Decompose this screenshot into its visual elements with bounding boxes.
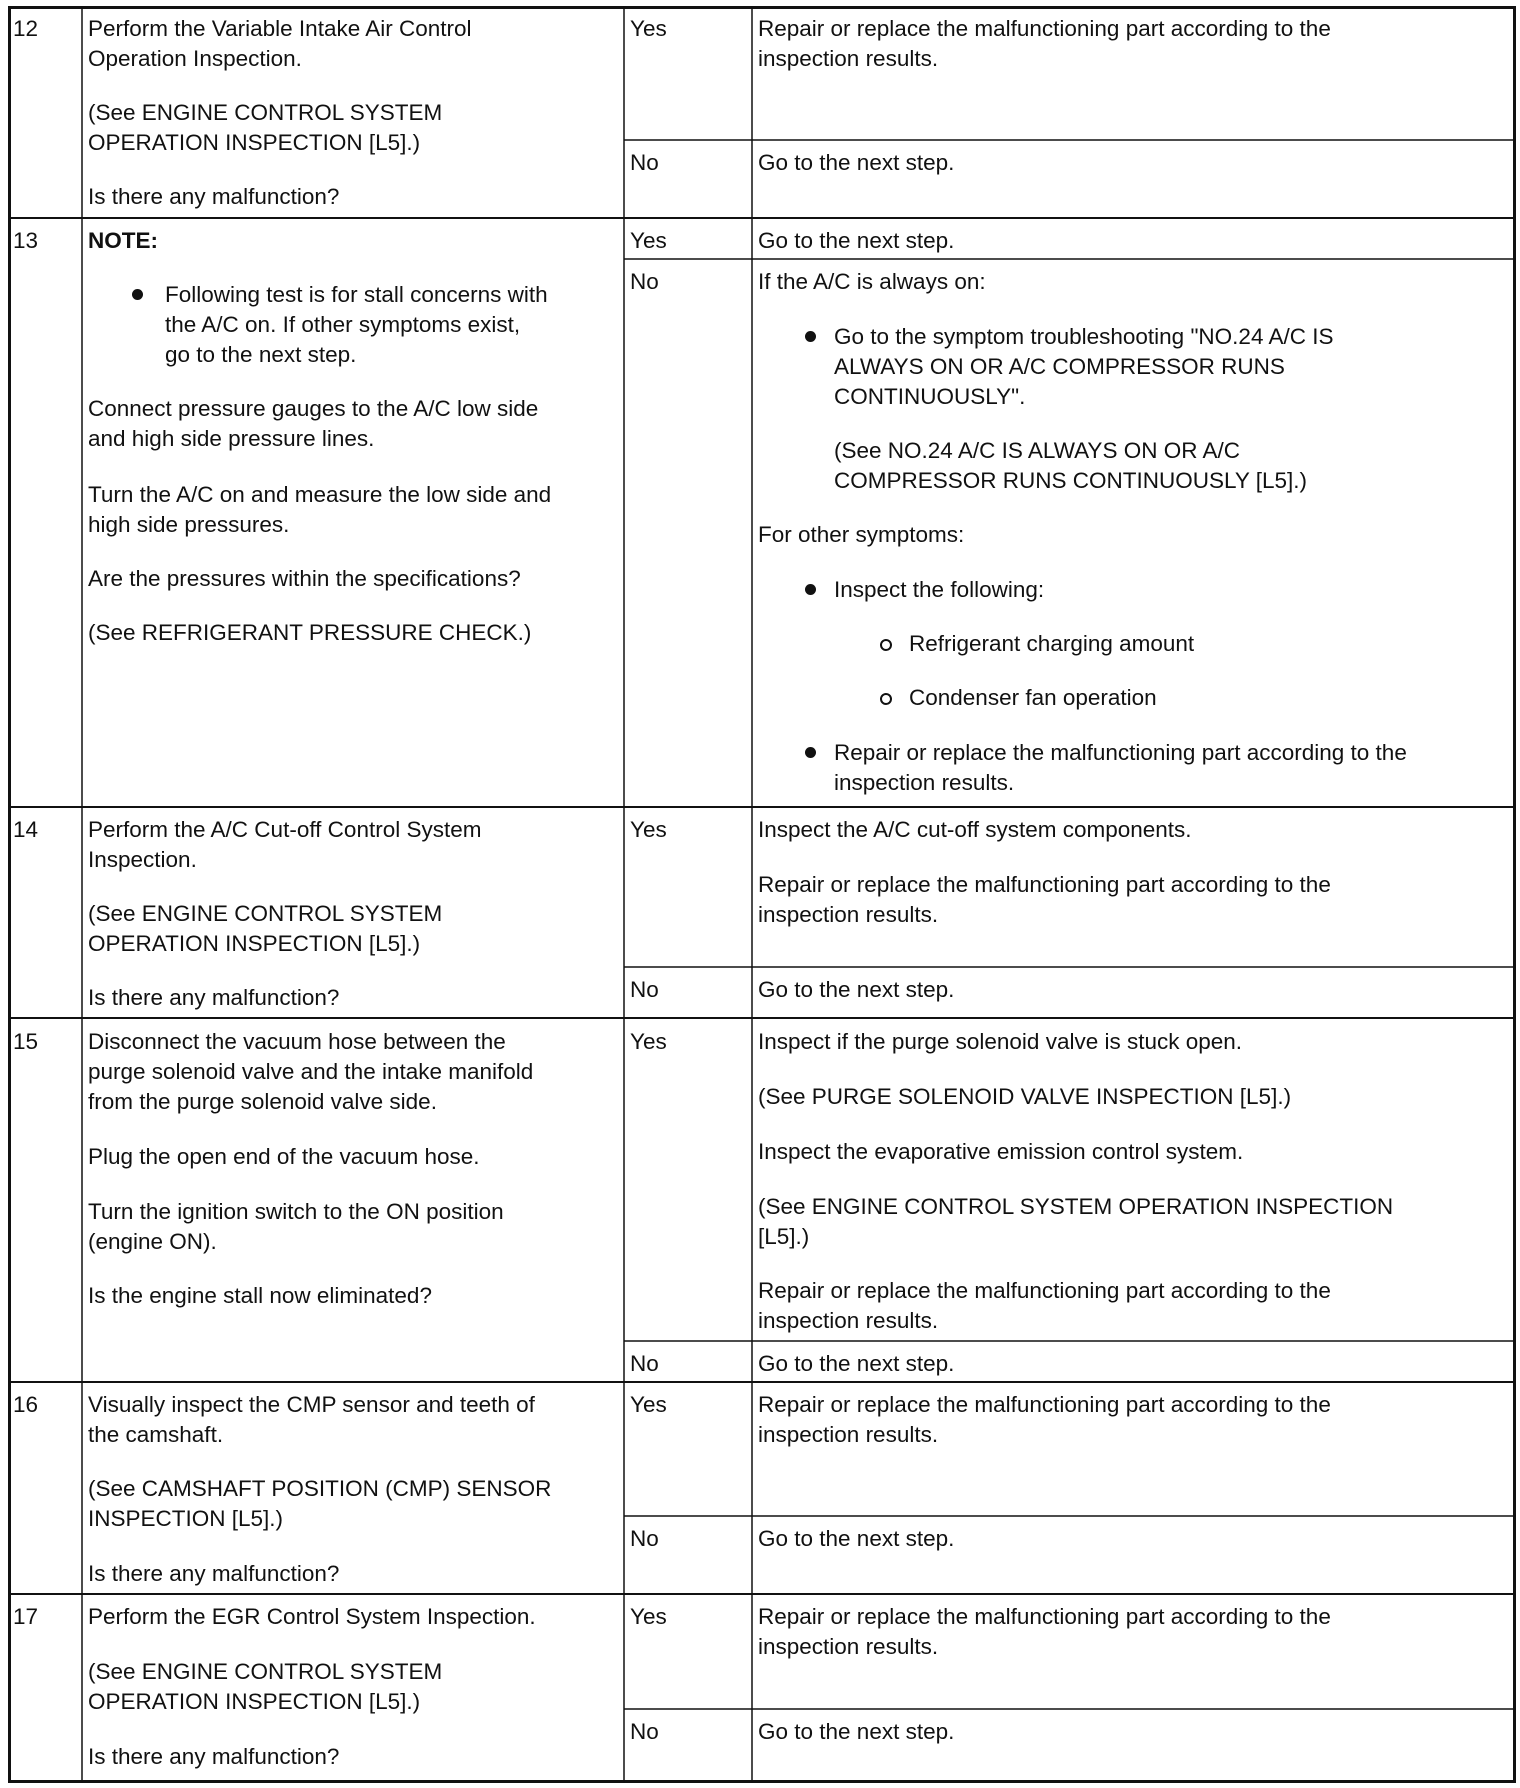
yes-result: Go to the next step. (758, 228, 955, 253)
sub-bullet-icon (880, 639, 892, 651)
sub-bullet-icon (880, 693, 892, 705)
action-reference: (See ENGINE CONTROL SYSTEM (88, 1659, 443, 1684)
note-label: NOTE: (88, 228, 158, 253)
action-text: Perform the Variable Intake Air Control (88, 16, 472, 41)
no-label: No (630, 269, 659, 294)
step-number: 17 (13, 1604, 39, 1629)
step-number: 16 (13, 1392, 39, 1417)
no-result-reference: COMPRESSOR RUNS CONTINUOUSLY [L5].) (834, 468, 1307, 493)
bullet-icon (805, 331, 816, 342)
no-result-text: inspection results. (834, 770, 1015, 795)
no-result-other: For other symptoms: (758, 522, 965, 547)
troubleshooting-table (8, 6, 1516, 1783)
action-reference: OPERATION INSPECTION [L5].) (88, 931, 421, 956)
action-question: Is the engine stall now eliminated? (88, 1283, 432, 1308)
action-reference: OPERATION INSPECTION [L5].) (88, 1689, 421, 1714)
no-result-subitem: Condenser fan operation (909, 685, 1157, 710)
action-reference: OPERATION INSPECTION [L5].) (88, 130, 421, 155)
yes-label: Yes (630, 1029, 667, 1054)
yes-result: inspection results. (758, 1308, 939, 1333)
action-text: Perform the EGR Control System Inspection. (88, 1604, 536, 1629)
yes-result: Repair or replace the malfunctioning part according to the (758, 16, 1331, 41)
action-text: Disconnect the vacuum hose between the (88, 1029, 506, 1054)
action-text: Plug the open end of the vacuum hose. (88, 1144, 480, 1169)
no-result: Go to the next step. (758, 150, 955, 175)
action-text: Turn the A/C on and measure the low side and (88, 482, 552, 507)
yes-result: Inspect the A/C cut-off system components. (758, 817, 1192, 842)
no-result-text: ALWAYS ON OR A/C COMPRESSOR RUNS (834, 354, 1285, 379)
action-text: Perform the A/C Cut-off Control System (88, 817, 482, 842)
yes-label: Yes (630, 1604, 667, 1629)
step-number: 15 (13, 1029, 39, 1054)
no-result: Go to the next step. (758, 1719, 955, 1744)
action-text: Visually inspect the CMP sensor and teeth of (88, 1392, 535, 1417)
action-reference: (See REFRIGERANT PRESSURE CHECK.) (88, 620, 532, 645)
action-text: the camshaft. (88, 1422, 224, 1447)
action-text: Operation Inspection. (88, 46, 302, 71)
action-text: from the purge solenoid valve side. (88, 1089, 437, 1114)
yes-result: Repair or replace the malfunctioning part according to the (758, 1392, 1331, 1417)
action-question: Are the pressures within the specifications? (88, 566, 521, 591)
step-number: 13 (13, 228, 39, 253)
yes-label: Yes (630, 228, 667, 253)
no-result: Go to the next step. (758, 1526, 955, 1551)
no-result: Go to the next step. (758, 977, 955, 1002)
action-question: Is there any malfunction? (88, 985, 340, 1010)
yes-result: Repair or replace the malfunctioning part according to the (758, 872, 1331, 897)
no-result-subitem: Refrigerant charging amount (909, 631, 1195, 656)
yes-result: (See ENGINE CONTROL SYSTEM OPERATION INSPECTION (758, 1194, 1394, 1219)
note-text: the A/C on. If other symptoms exist, (165, 312, 521, 337)
action-reference: (See CAMSHAFT POSITION (CMP) SENSOR (88, 1476, 552, 1501)
action-question: Is there any malfunction? (88, 1744, 340, 1769)
action-text: Connect pressure gauges to the A/C low side (88, 396, 539, 421)
bullet-icon (805, 747, 816, 758)
step-number: 14 (13, 817, 39, 842)
yes-result: inspection results. (758, 1634, 939, 1659)
no-label: No (630, 1526, 659, 1551)
yes-result: Inspect the evaporative emission control system. (758, 1139, 1244, 1164)
action-question: Is there any malfunction? (88, 184, 340, 209)
action-text: (engine ON). (88, 1229, 217, 1254)
no-result-text: Repair or replace the malfunctioning part according to the (834, 740, 1407, 765)
yes-label: Yes (630, 1392, 667, 1417)
action-text: high side pressures. (88, 512, 290, 537)
action-text: Turn the ignition switch to the ON position (88, 1199, 504, 1224)
no-result-reference: (See NO.24 A/C IS ALWAYS ON OR A/C (834, 438, 1240, 463)
yes-result: Repair or replace the malfunctioning part according to the (758, 1278, 1331, 1303)
no-label: No (630, 150, 659, 175)
yes-result: [L5].) (758, 1224, 810, 1249)
action-question: Is there any malfunction? (88, 1561, 340, 1586)
no-result: Go to the next step. (758, 1351, 955, 1376)
action-text: and high side pressure lines. (88, 426, 375, 451)
no-result-intro: If the A/C is always on: (758, 269, 986, 294)
yes-label: Yes (630, 817, 667, 842)
yes-result: inspection results. (758, 46, 939, 71)
bullet-icon (132, 289, 143, 300)
yes-result: Repair or replace the malfunctioning part according to the (758, 1604, 1331, 1629)
bullet-icon (805, 584, 816, 595)
yes-result: Inspect if the purge solenoid valve is stuck open. (758, 1029, 1243, 1054)
no-label: No (630, 977, 659, 1002)
yes-result: inspection results. (758, 1422, 939, 1447)
no-result-text: Go to the symptom troubleshooting "NO.24 A/C IS (834, 324, 1334, 349)
no-result-text: Inspect the following: (834, 577, 1045, 602)
step-number: 12 (13, 16, 39, 41)
note-text: Following test is for stall concerns with (165, 282, 548, 307)
no-label: No (630, 1351, 659, 1376)
action-reference: INSPECTION [L5].) (88, 1506, 284, 1531)
yes-result: inspection results. (758, 902, 939, 927)
yes-label: Yes (630, 16, 667, 41)
action-text: purge solenoid valve and the intake manifold (88, 1059, 534, 1084)
action-reference: (See ENGINE CONTROL SYSTEM (88, 901, 443, 926)
no-result-text: CONTINUOUSLY". (834, 384, 1026, 409)
note-text: go to the next step. (165, 342, 357, 367)
yes-result: (See PURGE SOLENOID VALVE INSPECTION [L5].) (758, 1084, 1292, 1109)
no-label: No (630, 1719, 659, 1744)
action-text: Inspection. (88, 847, 197, 872)
action-reference: (See ENGINE CONTROL SYSTEM (88, 100, 443, 125)
